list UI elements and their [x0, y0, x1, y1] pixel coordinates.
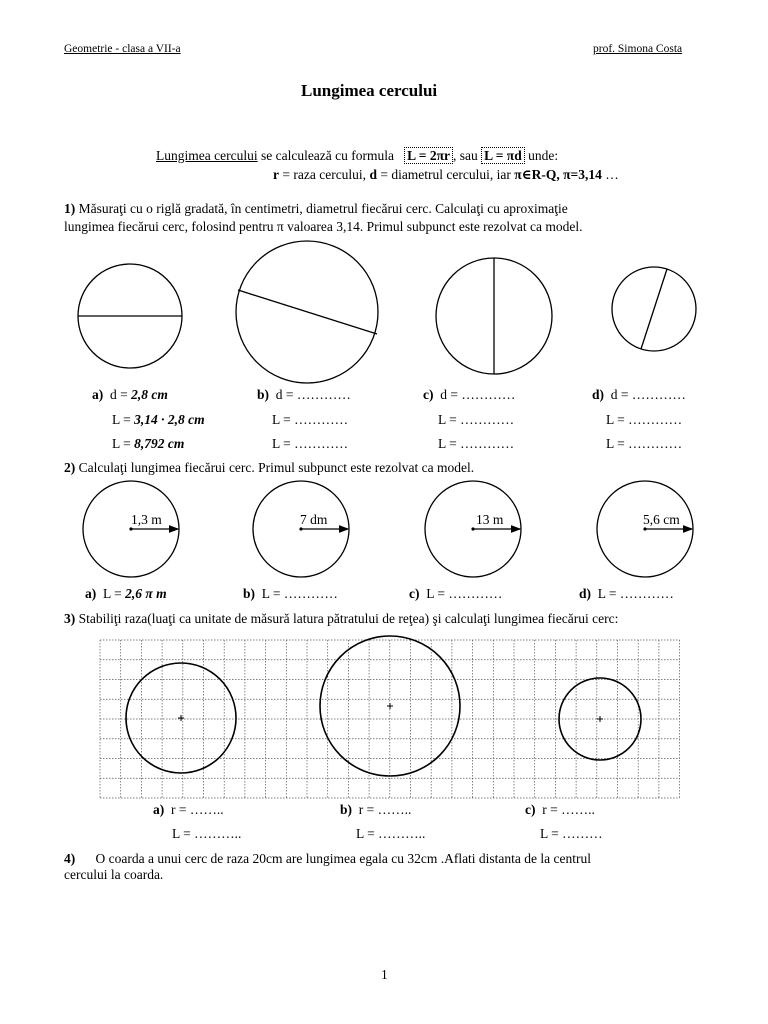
ex3-item-b-l: L = ………..: [356, 826, 426, 841]
ex1-item-d-l2: L = …………: [606, 436, 683, 451]
ex1-item-c-l2: L = …………: [438, 436, 515, 451]
ex2-radius-c: 13 m: [476, 512, 504, 527]
intro-tail: unde:: [524, 148, 559, 163]
header-left: Geometrie - clasa a VII-a: [64, 43, 181, 55]
ex2-item-b: b) L = …………: [243, 586, 338, 601]
intro-d: d: [369, 167, 377, 182]
ex2-radius-b: 7 dm: [300, 512, 328, 527]
ex1-item-b-l1: L = …………: [272, 412, 349, 427]
page-number: 1: [381, 967, 388, 982]
ex1-item-c-l1: L = …………: [438, 412, 515, 427]
ex2-item-d: d) L = …………: [579, 586, 674, 601]
ex1-item-b-l2: L = …………: [272, 436, 349, 451]
intro-sep: , sau: [452, 148, 478, 163]
header-right: prof. Simona Costa: [593, 43, 683, 55]
ex2-number: 2): [64, 460, 76, 475]
ex1-item-b-d: b) d = …………: [257, 387, 351, 402]
ex3-center-b: [387, 703, 393, 709]
ex3-item-c-r: c) r = ……..: [525, 802, 595, 817]
ex1-number: 1): [64, 201, 76, 216]
ex3-item-a-l: L = ………..: [172, 826, 242, 841]
intro-formula-text: se calculează cu formula: [257, 148, 395, 163]
ex2-item-a: a) L = 2,6 π m: [85, 586, 167, 601]
ex1-diameter-b: [238, 290, 377, 334]
intro-r: r: [273, 167, 279, 182]
ex2-center-d: [643, 527, 646, 530]
ex1-figures: [78, 241, 696, 383]
ex1-text1: Măsuraţi cu o riglă gradată, în centimetri, diametrul fiecărui cerc. Calculaţi cu aproximaţie: [75, 201, 568, 216]
ex2-item-c: c) L = …………: [409, 586, 503, 601]
ex4-text1: O coarda a unui cerc de raza 20cm are lungimea egala cu 32cm .Aflati distanta de la centrul: [95, 851, 592, 866]
ex1-item-a-l2: L = 8,792 cm: [112, 436, 185, 451]
ex2-center-c: [471, 527, 474, 530]
ex2-radius-d: 5,6 cm: [643, 512, 680, 527]
ex3-item-c-l: L = ………: [540, 826, 603, 841]
ex2-radius-a: 1,3 m: [131, 512, 162, 527]
intro-end: …: [601, 167, 619, 182]
intro-pi: π∈R-Q, π=3,14: [514, 167, 602, 182]
page-title: Lungimea cercului: [301, 81, 438, 100]
intro-term: Lungimea cercului: [156, 148, 258, 163]
ex2-figures: [83, 481, 693, 577]
ex1-item-c-d: c) d = …………: [423, 387, 516, 402]
ex3-item-b-r: b) r = ……..: [340, 802, 412, 817]
ex4-line2: cercului la coarda.: [64, 867, 164, 882]
ex2-center-a: [129, 527, 132, 530]
intro-r-def: = raza cercului,: [279, 167, 370, 182]
formula-box-2: L = πd: [481, 147, 525, 164]
ex4-number: 4): [64, 851, 76, 866]
ex1-item-a-l1: L = 3,14 · 2,8 cm: [112, 412, 205, 427]
ex1-item-d-d: d) d = …………: [592, 387, 686, 402]
ex1-line2: lungimea fiecărui cerc, folosind pentru π valoarea 3,14. Primul subpunct este rezolvat ca model.: [64, 219, 583, 234]
ex1-item-d-l1: L = …………: [606, 412, 683, 427]
ex2-text: Calculaţi lungimea fiecărui cerc. Primul subpunct este rezolvat ca model.: [75, 460, 475, 475]
ex3-center-c: [597, 716, 603, 722]
ex3-item-a-r: a) r = ……..: [153, 802, 224, 817]
ex2-center-b: [299, 527, 302, 530]
formula-box-1: L = 2πr: [404, 147, 453, 164]
intro-d-def: = diametrul cercului, iar: [376, 167, 515, 182]
ex3-number: 3): [64, 611, 76, 626]
ex3-text: Stabiliţi raza(luaţi ca unitate de măsură latura pătratului de reţea) şi calculaţi lungimea fiecărui cerc:: [75, 611, 619, 626]
ex1-item-a-d: a) d = 2,8 cm: [92, 387, 168, 402]
ex1-diameter-d: [641, 269, 667, 349]
